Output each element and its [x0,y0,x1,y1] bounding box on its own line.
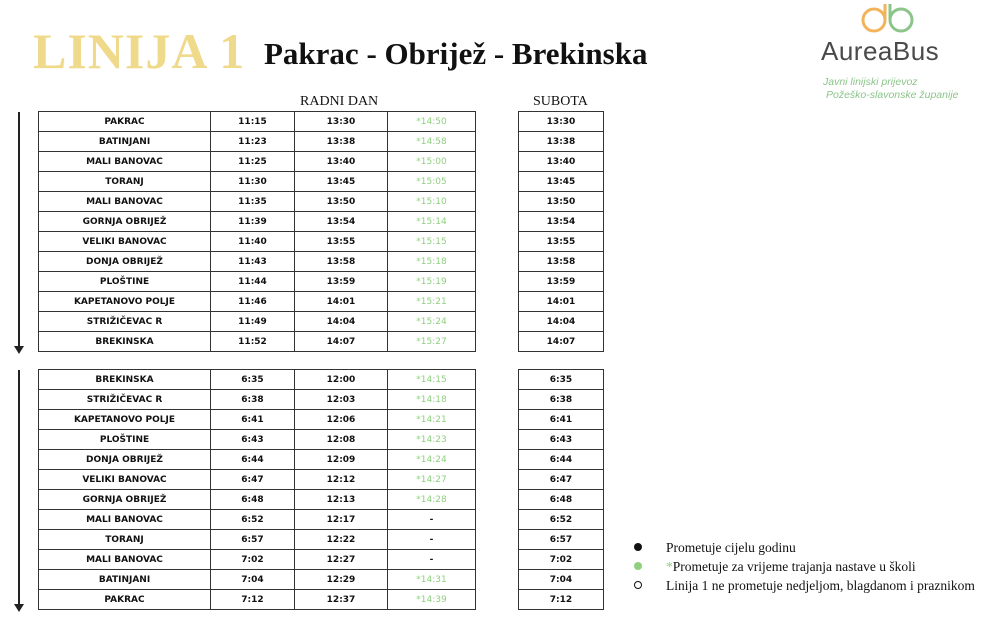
direction-arrow-down [18,112,20,352]
stop-name: KAPETANOVO POLJE [39,292,211,312]
saturday-time: 13:58 [519,252,604,272]
stop-name: MALI BANOVAC [39,192,211,212]
departure-time: 11:40 [211,232,295,252]
saturday-time: 7:12 [519,590,604,610]
table-row [39,212,476,232]
table-row [519,550,604,570]
departure-time: 12:08 [295,430,388,450]
table-row [519,410,604,430]
table-row [39,152,476,172]
departure-time: 11:30 [211,172,295,192]
departure-time: 12:17 [295,510,388,530]
school-departure-time: - [388,510,476,530]
logo-tagline-region: Požeško-slavonske županije [826,89,959,101]
saturday-time: 13:54 [519,212,604,232]
saturday-time: 7:04 [519,570,604,590]
school-departure-time: *14:27 [388,470,476,490]
departure-time: 14:04 [295,312,388,332]
table-row [519,590,604,610]
saturday-time: 13:59 [519,272,604,292]
departure-time: 6:57 [211,530,295,550]
departure-time: 11:35 [211,192,295,212]
table-row [519,212,604,232]
table-row [519,272,604,292]
stop-name: VELIKI BANOVAC [39,232,211,252]
school-departure-time: *15:15 [388,232,476,252]
legend-item [630,577,990,594]
table-row [39,550,476,570]
weekday-table-return [38,369,476,610]
school-departure-time: *14:28 [388,490,476,510]
white-dot-icon [634,581,642,589]
school-departure-time: *14:23 [388,430,476,450]
table-row [519,112,604,132]
saturday-time: 13:38 [519,132,604,152]
saturday-table-outbound [518,111,604,352]
stop-name: MALI BANOVAC [39,152,211,172]
stop-name: STRIŽIČEVAC R [39,312,211,332]
departure-time: 11:52 [211,332,295,352]
departure-time: 7:04 [211,570,295,590]
departure-time: 6:35 [211,370,295,390]
table-row [39,490,476,510]
table-row [39,390,476,410]
table-row [519,192,604,212]
stop-name: PAKRAC [39,590,211,610]
table-row [39,370,476,390]
table-row [519,292,604,312]
table-row [519,430,604,450]
stop-name: PLOŠTINE [39,430,211,450]
logo [818,0,968,110]
departure-time: 6:47 [211,470,295,490]
saturday-time: 13:50 [519,192,604,212]
departure-time: 6:38 [211,390,295,410]
departure-time: 12:09 [295,450,388,470]
legend-no-service: Linija 1 ne prometuje nedjeljom, blagdanom i praznikom [666,578,975,593]
table-row [39,410,476,430]
departure-time: 6:52 [211,510,295,530]
stop-name: KAPETANOVO POLJE [39,410,211,430]
table-row [519,332,604,352]
weekday-table-outbound [38,111,476,352]
stop-name: BATINJANI [39,570,211,590]
weekday-header: RADNI DAN [300,94,379,109]
table-row [519,252,604,272]
departure-time: 11:44 [211,272,295,292]
stop-name: GORNJA OBRIJEŽ [39,212,211,232]
saturday-header: SUBOTA [533,94,588,109]
saturday-time: 14:07 [519,332,604,352]
legend-item [630,558,990,575]
stop-name: BREKINSKA [39,370,211,390]
departure-time: 13:40 [295,152,388,172]
departure-time: 12:03 [295,390,388,410]
school-departure-time: *14:15 [388,370,476,390]
departure-time: 12:37 [295,590,388,610]
school-departure-time: *14:21 [388,410,476,430]
school-departure-time: *15:21 [388,292,476,312]
table-row [39,172,476,192]
school-departure-time: *14:31 [388,570,476,590]
legend-school: Prometuje za vrijeme trajanja nastave u školi [672,559,916,574]
saturday-time: 14:04 [519,312,604,332]
departure-time: 14:07 [295,332,388,352]
saturday-time: 6:48 [519,490,604,510]
school-departure-time: *15:27 [388,332,476,352]
table-row [39,530,476,550]
school-departure-time: *15:00 [388,152,476,172]
departure-time: 11:39 [211,212,295,232]
departure-time: 13:54 [295,212,388,232]
table-row [39,272,476,292]
stop-name: BREKINSKA [39,332,211,352]
table-row [39,450,476,470]
departure-time: 12:29 [295,570,388,590]
table-row [519,390,604,410]
departure-time: 12:22 [295,530,388,550]
table-row [39,112,476,132]
departure-time: 11:25 [211,152,295,172]
table-row [519,510,604,530]
school-departure-time: *14:50 [388,112,476,132]
departure-time: 12:06 [295,410,388,430]
table-row [519,312,604,332]
line-title: LINIJA 1 [33,23,246,79]
saturday-time: 7:02 [519,550,604,570]
aureabus-logo-icon [856,0,920,36]
table-row [519,570,604,590]
stop-name: STRIŽIČEVAC R [39,390,211,410]
departure-time: 6:43 [211,430,295,450]
legend [630,539,990,596]
saturday-time: 6:52 [519,510,604,530]
table-row [519,470,604,490]
table-row [39,292,476,312]
school-departure-time: *15:14 [388,212,476,232]
departure-time: 13:55 [295,232,388,252]
saturday-time: 6:35 [519,370,604,390]
stop-name: DONJA OBRIJEŽ [39,450,211,470]
stop-name: VELIKI BANOVAC [39,470,211,490]
direction-arrow-down [18,370,20,610]
departure-time: 14:01 [295,292,388,312]
school-departure-time: *14:18 [388,390,476,410]
stop-name: TORANJ [39,172,211,192]
table-row [39,192,476,212]
table-row [519,530,604,550]
table-row [39,590,476,610]
stop-name: BATINJANI [39,132,211,152]
table-row [519,152,604,172]
table-row [39,332,476,352]
school-departure-time: *15:24 [388,312,476,332]
school-departure-time: - [388,530,476,550]
stop-name: DONJA OBRIJEŽ [39,252,211,272]
departure-time: 12:13 [295,490,388,510]
table-row [39,252,476,272]
table-row [39,132,476,152]
departure-time: 13:30 [295,112,388,132]
departure-time: 6:44 [211,450,295,470]
departure-time: 7:12 [211,590,295,610]
table-row [39,570,476,590]
departure-time: 13:59 [295,272,388,292]
table-row [519,490,604,510]
school-departure-time: *15:05 [388,172,476,192]
table-row [519,172,604,192]
saturday-time: 6:47 [519,470,604,490]
departure-time: 13:45 [295,172,388,192]
saturday-time: 6:57 [519,530,604,550]
departure-time: 11:43 [211,252,295,272]
school-departure-time: *14:58 [388,132,476,152]
departure-time: 12:27 [295,550,388,570]
black-dot-icon [634,543,642,551]
legend-year-round: Prometuje cijelu godinu [666,540,796,555]
departure-time: 13:50 [295,192,388,212]
saturday-time: 13:45 [519,172,604,192]
brand-name: AureaBus [821,36,940,66]
departure-time: 11:49 [211,312,295,332]
departure-time: 7:02 [211,550,295,570]
departure-time: 13:38 [295,132,388,152]
departure-time: 12:00 [295,370,388,390]
departure-time: 13:58 [295,252,388,272]
table-row [39,470,476,490]
saturday-time: 13:40 [519,152,604,172]
school-departure-time: *15:18 [388,252,476,272]
stop-name: PLOŠTINE [39,272,211,292]
stop-name: MALI BANOVAC [39,510,211,530]
school-departure-time: *15:19 [388,272,476,292]
green-dot-icon [634,562,642,570]
table-row [39,232,476,252]
departure-time: 11:46 [211,292,295,312]
table-row [39,312,476,332]
school-departure-time: *14:24 [388,450,476,470]
stop-name: GORNJA OBRIJEŽ [39,490,211,510]
stop-name: MALI BANOVAC [39,550,211,570]
logo-tagline: Javni linijski prijevoz [823,76,918,88]
legend-asterisk: * [666,559,673,574]
stop-name: PAKRAC [39,112,211,132]
departure-time: 6:41 [211,410,295,430]
saturday-time: 13:30 [519,112,604,132]
table-row [39,510,476,530]
saturday-time: 6:43 [519,430,604,450]
table-row [519,232,604,252]
departure-time: 11:23 [211,132,295,152]
saturday-time: 13:55 [519,232,604,252]
school-departure-time: - [388,550,476,570]
saturday-time: 6:44 [519,450,604,470]
saturday-time: 6:41 [519,410,604,430]
saturday-time: 6:38 [519,390,604,410]
saturday-table-return [518,369,604,610]
table-row [39,430,476,450]
table-row [519,132,604,152]
table-row [519,450,604,470]
school-departure-time: *15:10 [388,192,476,212]
school-departure-time: *14:39 [388,590,476,610]
saturday-time: 14:01 [519,292,604,312]
departure-time: 12:12 [295,470,388,490]
stop-name: TORANJ [39,530,211,550]
legend-item [630,539,990,556]
table-row [519,370,604,390]
departure-time: 11:15 [211,112,295,132]
route-title: Pakrac - Obrijež - Brekinska [264,36,648,71]
departure-time: 6:48 [211,490,295,510]
